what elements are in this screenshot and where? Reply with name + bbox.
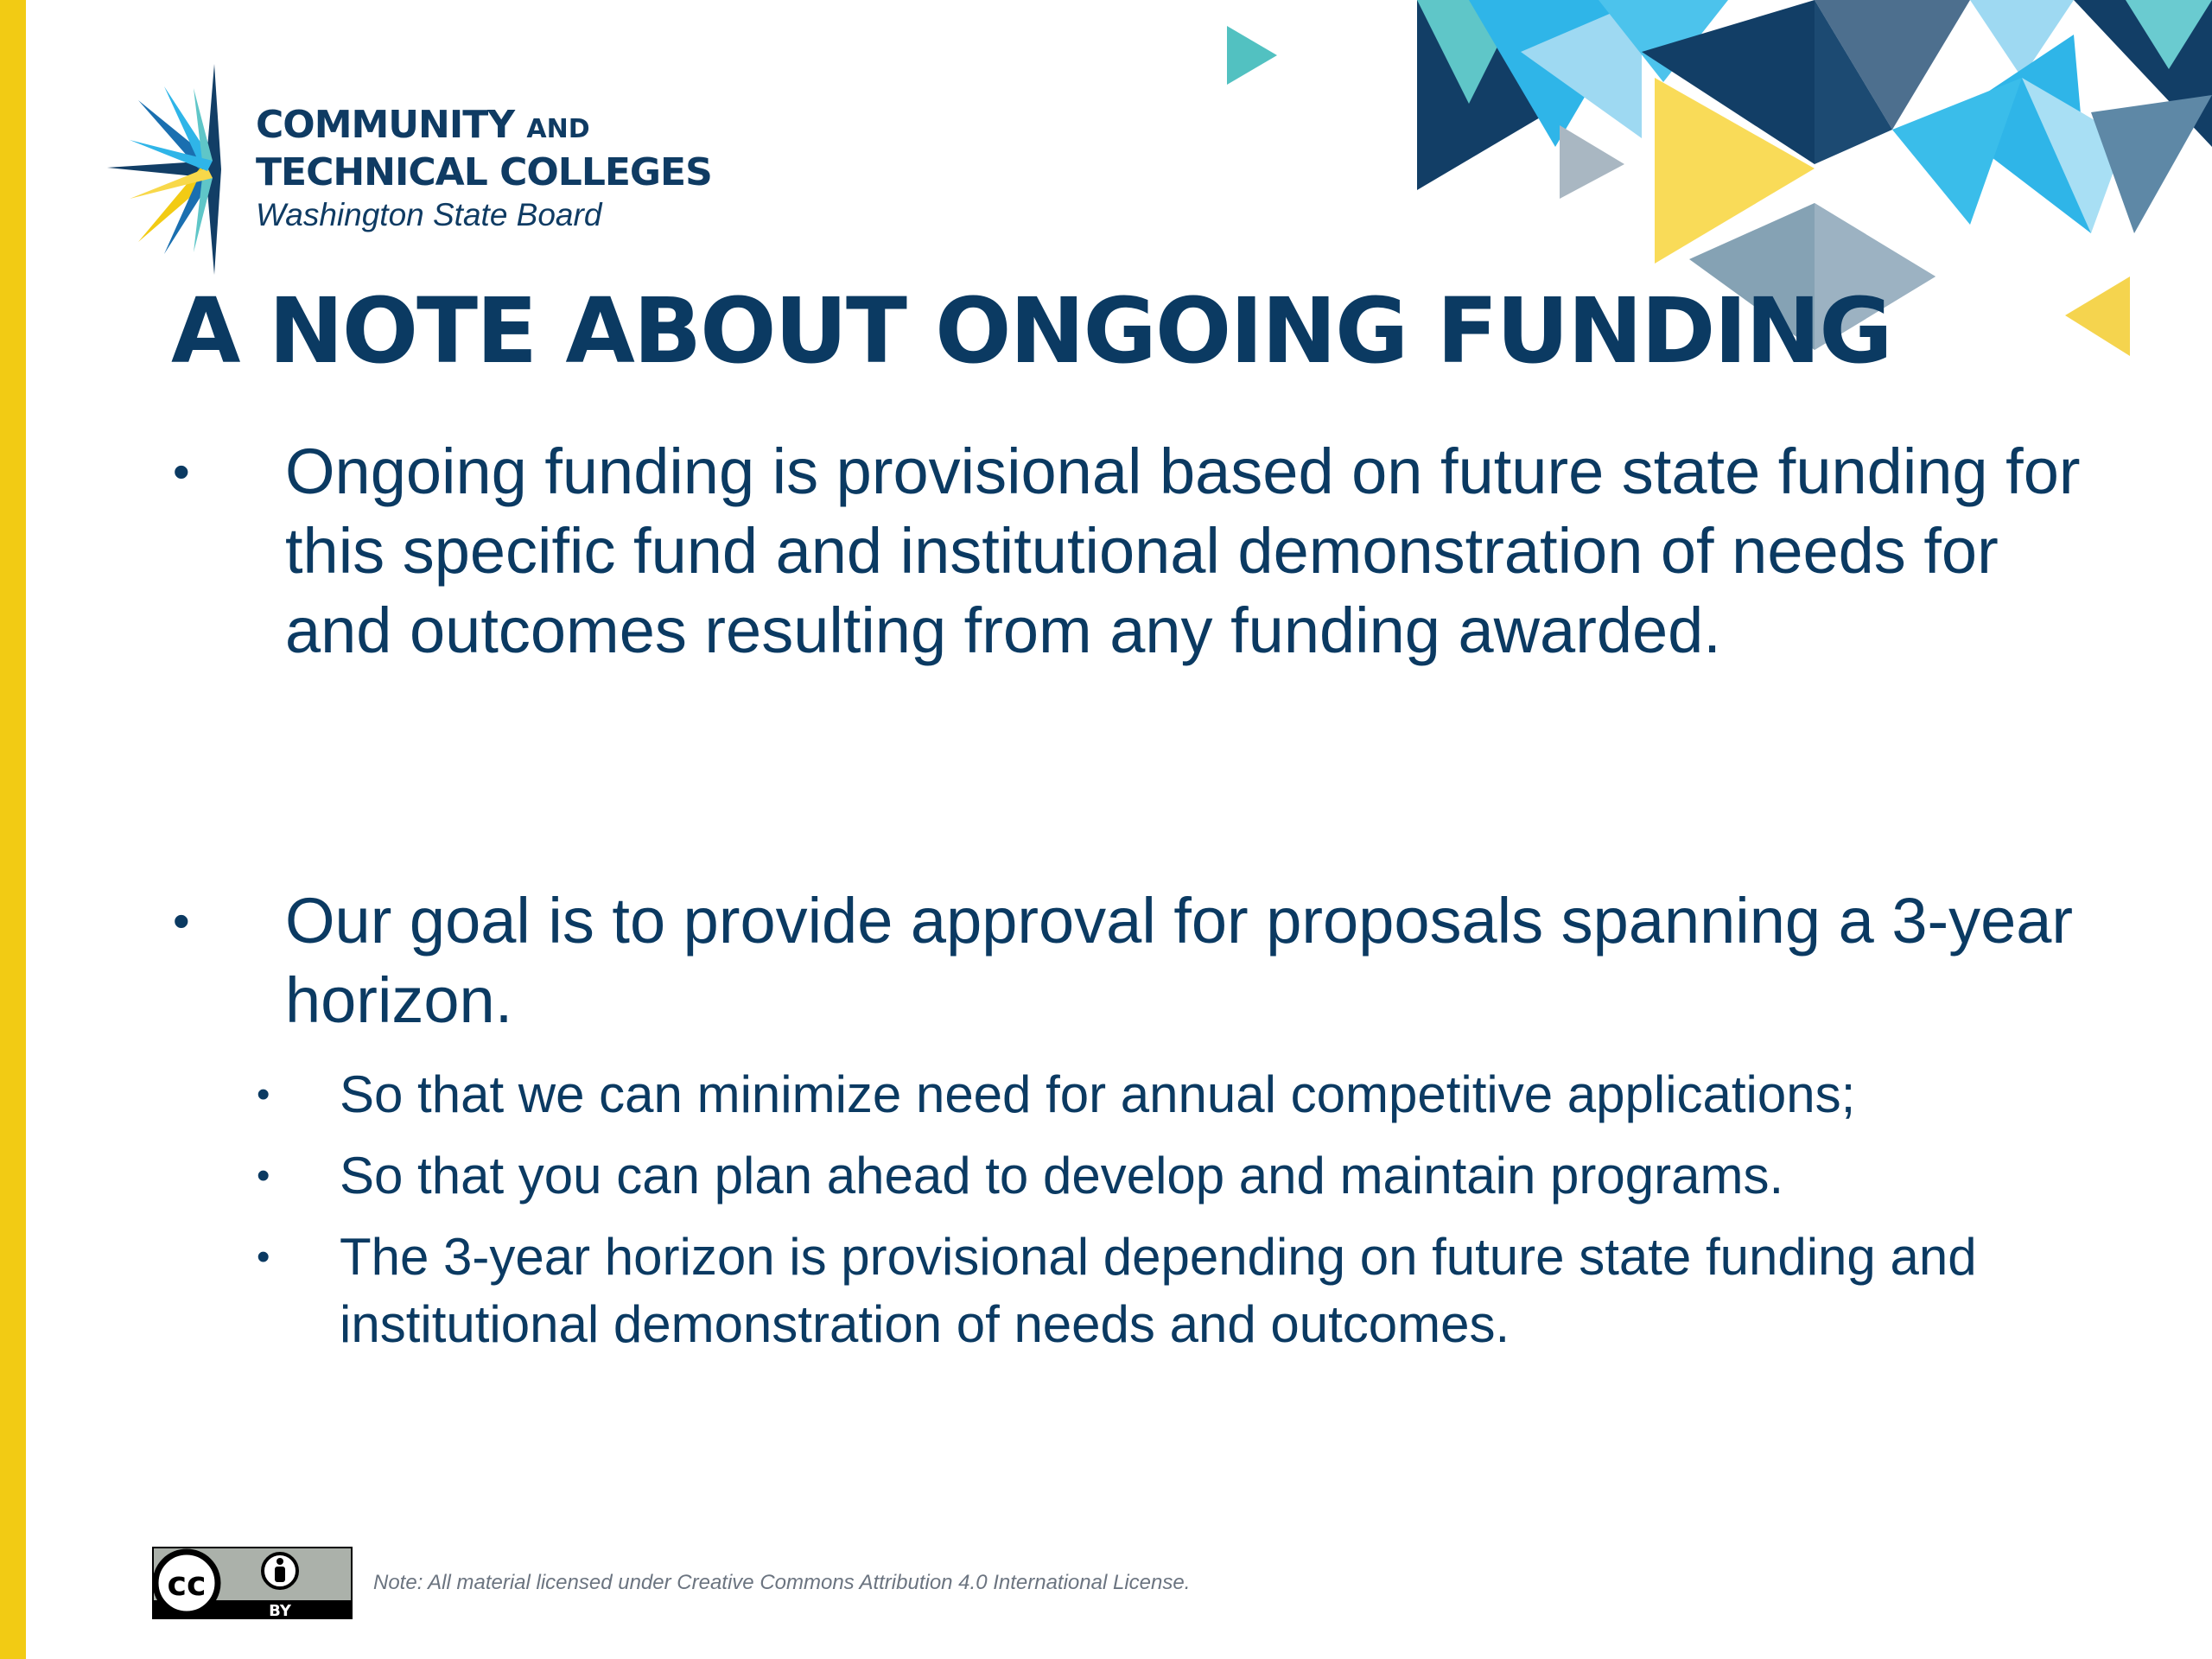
sub-bullet-dot: • xyxy=(257,1236,270,1278)
sub-bullet-plan-ahead: • So that you can plan ahead to develop and maintain programs. xyxy=(340,1142,2120,1210)
grey-triangle-1 xyxy=(1560,125,1624,199)
bullet-goal: • Our goal is to provide approval for proposals spanning a 3-year horizon. xyxy=(285,881,2100,1040)
sub-bullet-dot: • xyxy=(257,1154,270,1197)
sub-bullet-dot: • xyxy=(257,1073,270,1116)
svg-text:BY: BY xyxy=(269,1602,291,1619)
logo-line-state-board: Washington State Board xyxy=(256,197,602,232)
bullet-dot: • xyxy=(173,444,190,499)
svg-text:cc: cc xyxy=(167,1565,207,1603)
slide-title: A NOTE ABOUT ONGOING FUNDING xyxy=(171,278,1891,384)
teal-arrow-small xyxy=(1227,26,1277,85)
sub-bullet-minimize: • So that we can minimize need for annual competitive applications; xyxy=(340,1061,2120,1128)
logo-line-technical-colleges: TECHNICAL COLLEGES xyxy=(256,150,712,194)
logo-wordmark xyxy=(256,104,712,234)
logo-star-icon xyxy=(104,57,233,285)
bullet-ongoing-funding: • Ongoing funding is provisional based on future state funding for this specific fund and institutional demonstration of needs for and outcomes resulting from any funding awarded. xyxy=(285,432,2100,671)
creative-commons-by-badge xyxy=(152,1547,353,1619)
logo-and: AND xyxy=(526,114,590,144)
yellow-triangle-small xyxy=(2065,276,2130,356)
license-note: Note: All material licensed under Creative Commons Attribution 4.0 International License. xyxy=(373,1571,1191,1594)
sub-bullet-horizon-provisional: • The 3-year horizon is provisional depending on future state funding and institutional demonstration of needs and outcomes. xyxy=(340,1224,2120,1358)
bullet-dot: • xyxy=(173,893,190,948)
logo-line-community: COMMUNITY AND xyxy=(256,103,590,147)
